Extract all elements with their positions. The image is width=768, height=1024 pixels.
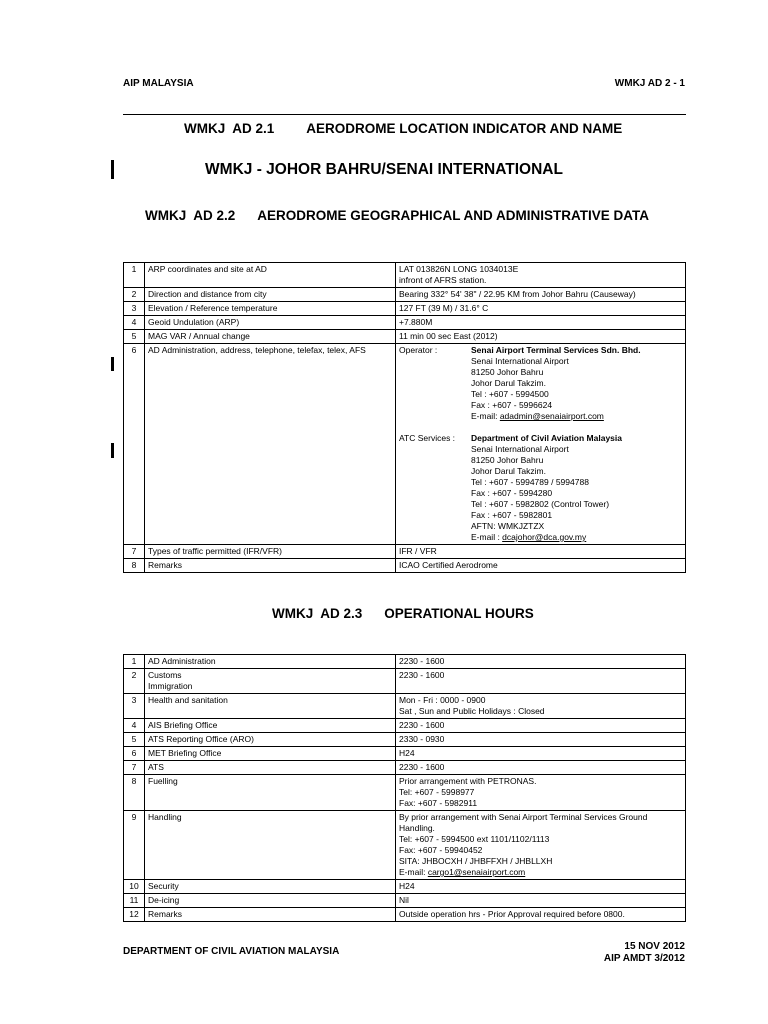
- row-number: 4: [124, 316, 145, 330]
- operator-line: Tel : +607 - 5994500: [471, 389, 549, 399]
- header-publication: AIP MALAYSIA: [123, 78, 194, 89]
- section-21-title: AERODROME LOCATION INDICATOR AND NAME: [306, 121, 623, 136]
- operator-email-line: [399, 411, 682, 422]
- row-label: Remarks: [145, 559, 396, 573]
- row-number: 11: [124, 894, 145, 908]
- table-row: [124, 747, 686, 761]
- table-row: [124, 908, 686, 922]
- row-label: Direction and distance from city: [145, 288, 396, 302]
- value-line: 11 min 00 sec East (2012): [399, 331, 498, 341]
- atc-email: dcajohor@dca.gov.my: [502, 532, 587, 542]
- row-label: [145, 719, 396, 733]
- row-label: [145, 669, 396, 694]
- row-label: [145, 655, 396, 669]
- row-value: [396, 344, 686, 545]
- table-row: [124, 694, 686, 719]
- row-value: [396, 894, 686, 908]
- label-line: Remarks: [148, 909, 183, 919]
- handling-email: cargo1@senaiairport.com: [427, 867, 526, 877]
- atc-line: Fax : +607 - 5994280: [471, 488, 553, 498]
- label-line: Immigration: [148, 681, 193, 691]
- table-row: [124, 733, 686, 747]
- table-row: [124, 775, 686, 811]
- row-number: 6: [124, 344, 145, 545]
- value-line: IFR / VFR: [399, 546, 437, 556]
- value-line: infront of AFRS station.: [399, 275, 487, 285]
- label-line: MET Briefing Office: [148, 748, 222, 758]
- header-page-ref: WMKJ AD 2 - 1: [614, 78, 685, 89]
- operator-email: adadmin@senaiairport.com: [499, 411, 604, 421]
- row-value: [396, 880, 686, 894]
- aerodrome-name: WMKJ - JOHOR BAHRU/SENAI INTERNATIONAL: [205, 161, 563, 178]
- table-row: [124, 811, 686, 880]
- operator-line: 81250 Johor Bahru: [471, 367, 544, 377]
- header-rule: [123, 114, 686, 115]
- row-value: [396, 263, 686, 288]
- operator-line: Senai International Airport: [471, 356, 569, 366]
- label-line: Customs: [148, 670, 182, 680]
- row-label: [145, 694, 396, 719]
- atc-line: Fax : +607 - 5982801: [471, 510, 553, 520]
- handling-email-line: [399, 867, 682, 878]
- value-line: H24: [399, 748, 415, 758]
- atc-line: AFTN: WMKJZTZX: [471, 521, 545, 531]
- section-22-heading: [145, 208, 649, 223]
- change-bar: [111, 357, 114, 371]
- row-value: [396, 545, 686, 559]
- atc-line: Senai International Airport: [471, 444, 569, 454]
- footer-date: 15 NOV 2012: [624, 941, 685, 952]
- row-number: 3: [124, 302, 145, 316]
- row-value: [396, 761, 686, 775]
- section-22-code: WMKJ AD 2.2: [145, 208, 236, 223]
- label-line: ATS: [148, 762, 164, 772]
- row-label: ARP coordinates and site at AD: [145, 263, 396, 288]
- row-number: 6: [124, 747, 145, 761]
- row-value: [396, 669, 686, 694]
- value-line: Nil: [399, 895, 409, 905]
- operator-header: [399, 345, 682, 356]
- section-23-title: OPERATIONAL HOURS: [384, 606, 534, 621]
- row-value: [396, 811, 686, 880]
- row-number: 9: [124, 811, 145, 880]
- table-row: [124, 669, 686, 694]
- value-line: 2230 - 1600: [399, 720, 445, 730]
- row-number: 5: [124, 330, 145, 344]
- change-bar: [111, 443, 114, 458]
- value-line: Outside operation hrs - Prior Approval required before 0800.: [399, 909, 625, 919]
- section-22-title: AERODROME GEOGRAPHICAL AND ADMINISTRATIVE DATA: [257, 208, 650, 223]
- value-line: Fax: +607 - 59940452: [399, 845, 483, 855]
- row-number: 3: [124, 694, 145, 719]
- row-label: Geoid Undulation (ARP): [145, 316, 396, 330]
- section-21-code: WMKJ AD 2.1: [184, 121, 275, 136]
- row-number: 8: [124, 559, 145, 573]
- row-label: [145, 733, 396, 747]
- atc-name: Department of Civil Aviation Malaysia: [471, 433, 622, 443]
- value-line: Bearing 332° 54' 38" / 22.95 KM from Johor Bahru (Causeway): [399, 289, 636, 299]
- section-23-code: WMKJ AD 2.3: [272, 606, 363, 621]
- table-row: [124, 761, 686, 775]
- table-row: [124, 344, 686, 545]
- operator-line: Fax : +607 - 5996624: [471, 400, 553, 410]
- email-label: E-mail:: [399, 867, 428, 877]
- row-label: [145, 880, 396, 894]
- value-line: Tel: +607 - 5998977: [399, 787, 475, 797]
- table-row: [124, 263, 686, 288]
- row-number: 4: [124, 719, 145, 733]
- footer-amendment: [604, 941, 685, 965]
- table-row: [124, 880, 686, 894]
- row-label: AD Administration, address, telephone, telefax, telex, AFS: [145, 344, 396, 545]
- table-row: [124, 894, 686, 908]
- footer-amdt: AIP AMDT 3/2012: [603, 953, 685, 964]
- row-value: [396, 775, 686, 811]
- row-value: [396, 330, 686, 344]
- value-line: LAT 013826N LONG 1034013E: [399, 264, 519, 274]
- row-number: 7: [124, 545, 145, 559]
- value-line: +7.880M: [399, 317, 433, 327]
- row-label: [145, 747, 396, 761]
- value-line: 127 FT (39 M) / 31.6° C: [399, 303, 489, 313]
- row-label: [145, 908, 396, 922]
- atc-email-line: [399, 532, 682, 543]
- table-row: [124, 288, 686, 302]
- row-number: 12: [124, 908, 145, 922]
- table-row: [124, 316, 686, 330]
- row-number: 1: [124, 263, 145, 288]
- row-value: [396, 719, 686, 733]
- value-line: 2330 - 0930: [399, 734, 445, 744]
- value-line: Mon - Fri : 0000 - 0900: [399, 695, 486, 705]
- label-line: Security: [148, 881, 179, 891]
- label-line: Fuelling: [148, 776, 178, 786]
- row-label: [145, 894, 396, 908]
- value-line: Fax: +607 - 5982911: [399, 798, 478, 808]
- table-row: [124, 559, 686, 573]
- value-line: Handling.: [399, 823, 435, 833]
- table-row: [124, 330, 686, 344]
- email-label: E-mail :: [471, 532, 503, 542]
- operator-role: Operator :: [399, 345, 438, 355]
- spacer: [399, 422, 682, 433]
- row-value: [396, 302, 686, 316]
- value-line: H24: [399, 881, 415, 891]
- value-line: 2230 - 1600: [399, 762, 445, 772]
- row-label: Handling: [145, 811, 396, 880]
- row-number: 8: [124, 775, 145, 811]
- value-line: ICAO Certified Aerodrome: [399, 560, 498, 570]
- row-label: MAG VAR / Annual change: [145, 330, 396, 344]
- atc-header: [399, 433, 682, 444]
- email-label: E-mail:: [471, 411, 500, 421]
- label-line: De-icing: [148, 895, 180, 905]
- row-value: [396, 733, 686, 747]
- value-line: Tel: +607 - 5994500 ext 1101/1102/1113: [399, 834, 550, 844]
- operational-hours-table: [123, 654, 686, 922]
- value-line: Prior arrangement with PETRONAS.: [399, 776, 537, 786]
- row-number: 2: [124, 288, 145, 302]
- row-label: Elevation / Reference temperature: [145, 302, 396, 316]
- footer-department: DEPARTMENT OF CIVIL AVIATION MALAYSIA: [123, 946, 340, 957]
- atc-line: 81250 Johor Bahru: [471, 455, 544, 465]
- row-label: [145, 775, 396, 811]
- row-value: [396, 316, 686, 330]
- row-number: 1: [124, 655, 145, 669]
- row-value: [396, 908, 686, 922]
- row-number: 7: [124, 761, 145, 775]
- operator-name: Senai Airport Terminal Services Sdn. Bhd.: [471, 345, 641, 355]
- table-row: [124, 655, 686, 669]
- row-number: 10: [124, 880, 145, 894]
- row-number: 2: [124, 669, 145, 694]
- atc-line: Johor Darul Takzim.: [471, 466, 546, 476]
- row-label: [145, 761, 396, 775]
- row-value: [396, 694, 686, 719]
- row-label: Types of traffic permitted (IFR/VFR): [145, 545, 396, 559]
- label-line: AD Administration: [148, 656, 216, 666]
- table-row: [124, 719, 686, 733]
- value-line: 2230 - 1600: [399, 656, 445, 666]
- row-value: [396, 288, 686, 302]
- geographical-admin-table: [123, 262, 686, 573]
- section-21-heading: [184, 121, 622, 136]
- row-value: [396, 559, 686, 573]
- operator-line: Johor Darul Takzim.: [471, 378, 546, 388]
- row-value: [396, 747, 686, 761]
- label-line: ATS Reporting Office (ARO): [148, 734, 254, 744]
- table-row: [124, 302, 686, 316]
- atc-line: Tel : +607 - 5994789 / 5994788: [471, 477, 589, 487]
- atc-line: Tel : +607 - 5982802 (Control Tower): [471, 499, 610, 509]
- label-line: Health and sanitation: [148, 695, 228, 705]
- row-number: 5: [124, 733, 145, 747]
- atc-role: ATC Services :: [399, 433, 456, 443]
- value-line: SITA: JHBOCXH / JHBFFXH / JHBLLXH: [399, 856, 553, 866]
- value-line: Sat , Sun and Public Holidays : Closed: [399, 706, 545, 716]
- table-row: [124, 545, 686, 559]
- row-value: [396, 655, 686, 669]
- section-23-heading: [272, 606, 534, 621]
- value-line: 2230 - 1600: [399, 670, 445, 680]
- label-line: AIS Briefing Office: [148, 720, 218, 730]
- value-line: By prior arrangement with Senai Airport Terminal Services Ground: [399, 812, 648, 822]
